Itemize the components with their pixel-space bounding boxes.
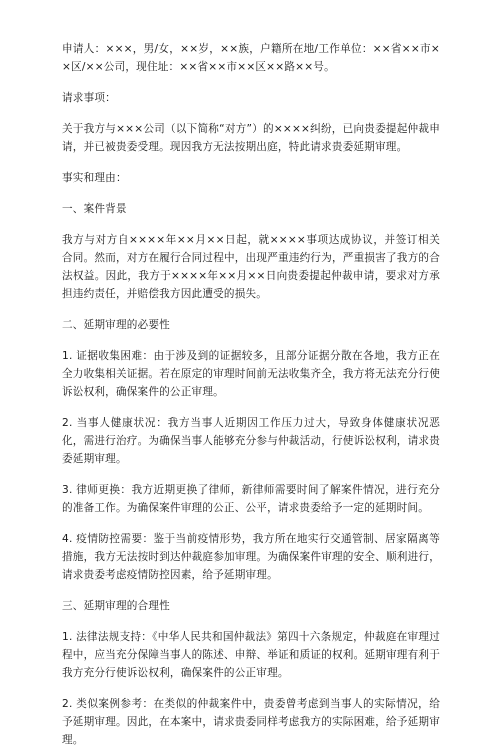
request-text: 关于我方与×××公司（以下简称“对方”）的××××纠纷，已向贵委提起仲裁申请，并已被贵委受理。现因我方无法按期出庭，特此请求贵委延期审理。 — [62, 123, 440, 153]
section2-item: 1. 证据收集困难：由于涉及到的证据较多，且部分证据分散在各地，我方正在全力收集相关证据。若在原定的审理时间前无法收集齐全，我方将无法充分行使诉讼权利，确保案件的公正审理。 — [62, 350, 440, 398]
section2-heading: 二、延期审理的必要性 — [62, 319, 170, 331]
section2-item: 2. 当事人健康状况：我方当事人近期因工作压力过大，导致身体健康状况恶化，需进行治疗。为确保当事人能够充分参与仲裁活动，行使诉讼权利，请求贵委延期审理。 — [62, 417, 440, 465]
section3-heading: 三、延期审理的合理性 — [62, 600, 170, 612]
section2-item: 3. 律师更换：我方近期更换了律师，新律师需要时间了解案件情况，进行充分的准备工作。为确保案件审理的公正、公平，请求贵委给予一定的延期时间。 — [62, 484, 440, 514]
facts-heading: 事实和理由： — [62, 172, 127, 184]
request-heading: 请求事项： — [62, 92, 116, 104]
section1-heading: 一、案件背景 — [62, 203, 127, 215]
section2-item: 4. 疫情防控需要：鉴于当前疫情形势，我方所在地实行交通管制、居家隔离等措施，我方无法按时到达仲裁庭参加审理。为确保案件审理的安全、顺利进行，请求贵委考虑疫情防控因素，给予延期审理。 — [62, 533, 440, 581]
section3-item: 1. 法律法规支持：《中华人民共和国仲裁法》第四十六条规定，仲裁庭在审理过程中，应当充分保障当事人的陈述、申辩、举证和质证的权利。延期审理有利于我方充分行使诉讼权利，确保案件的公正审理。 — [62, 631, 440, 679]
applicant-info: 申请人：×××，男/女，××岁，××族，户籍所在地/工作单位：××省××市××区/××公司，现住址：××省××市××区××路××号。 — [62, 43, 440, 73]
section1-text: 我方与对方自××××年××月××日起，就××××事项达成协议，并签订相关合同。然而，对方在履行合同过程中，出现严重违约行为，严重损害了我方的合法权益。因此，我方于××××年××月××日向贵委提起仲裁申请，要求对方承担违约责任，并赔偿我方因此遭受的损失。 — [62, 234, 440, 300]
section3-item: 2. 类似案例参考：在类似的仲裁案件中，贵委曾考虑到当事人的实际情况，给予延期审理。因此，在本案中，请求贵委同样考虑我方的实际困难，给予延期审理。 — [62, 698, 440, 746]
